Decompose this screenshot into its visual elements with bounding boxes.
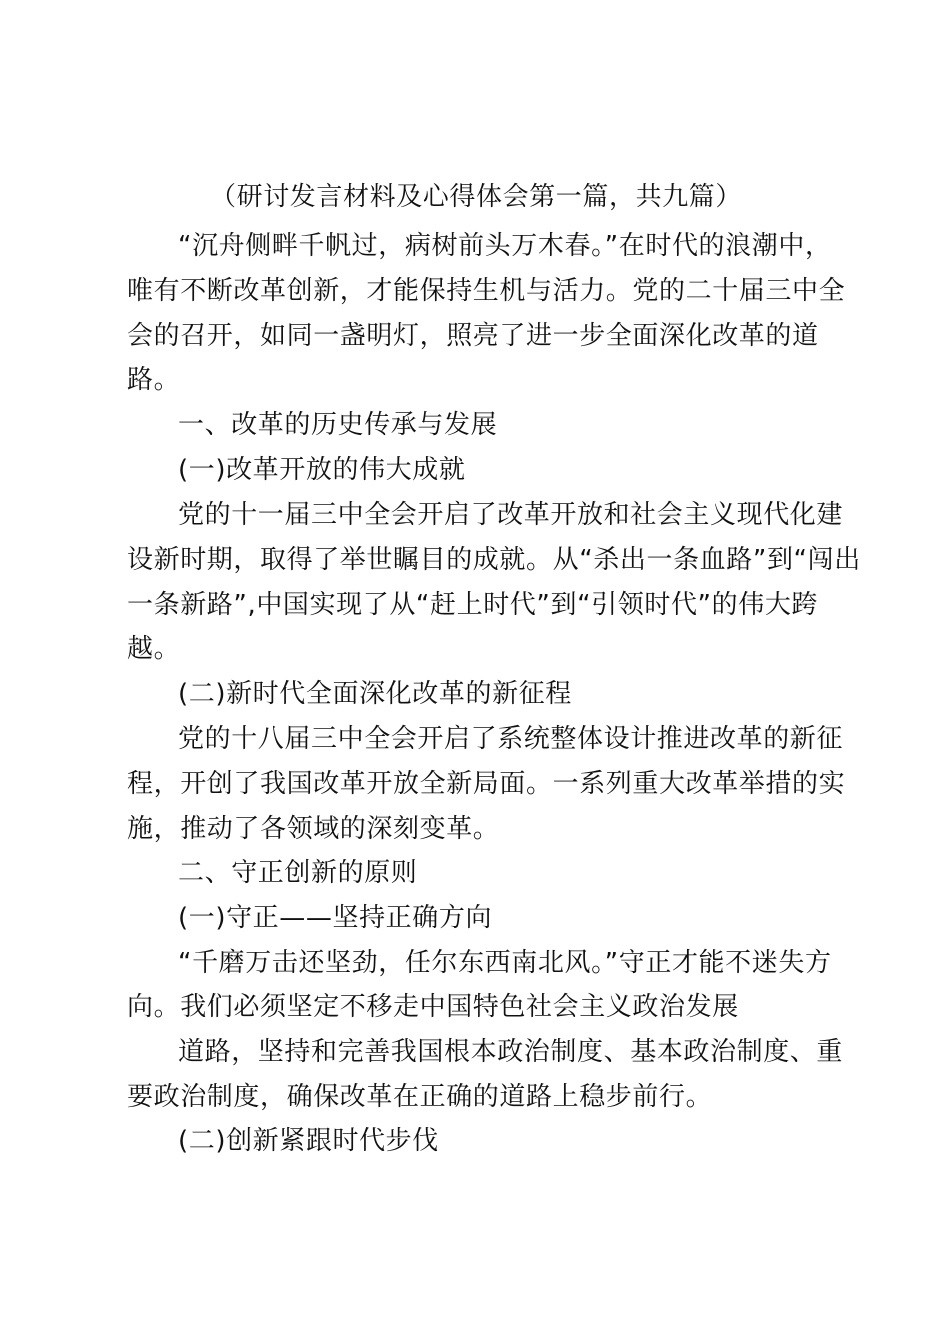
paragraph-line: 会的召开，如同一盏明灯，照亮了进一步全面深化改革的道 bbox=[127, 321, 819, 351]
paragraph-line: 程，开创了我国改革开放全新局面。一系列重大改革举措的实 bbox=[127, 769, 846, 799]
paragraph-line: 党的十一届三中全会开启了改革开放和社会主义现代化建 bbox=[178, 500, 844, 530]
paragraph-line: 唯有不断改革创新，才能保持生机与活力。党的二十届三中全 bbox=[127, 276, 846, 306]
paragraph-line: 道路，坚持和完善我国根本政治制度、基本政治制度、重 bbox=[178, 1037, 844, 1067]
paragraph-line: 要政治制度，确保改革在正确的道路上稳步前行。 bbox=[127, 1082, 713, 1112]
subsection-heading: (二)新时代全面深化改革的新征程 bbox=[178, 679, 572, 709]
paragraph-line: 施，推动了各领域的深刻变革。 bbox=[127, 814, 500, 844]
paragraph-line: “千磨万击还坚劲，任尔东西南北风。”守正才能不迷失方 bbox=[178, 948, 832, 978]
paragraph-line: 党的十八届三中全会开启了系统整体设计推进改革的新征 bbox=[178, 724, 844, 754]
section-heading: 二、守正创新的原则 bbox=[178, 858, 418, 888]
section-heading: 一、改革的历史传承与发展 bbox=[178, 410, 498, 440]
document-title: （研讨发言材料及心得体会第一篇，共九篇） bbox=[210, 182, 743, 212]
subsection-heading: (一)守正——坚持正确方向 bbox=[178, 903, 493, 933]
paragraph-line: 越。 bbox=[127, 634, 181, 664]
subsection-heading: (一)改革开放的伟大成就 bbox=[178, 455, 466, 485]
subsection-heading: (二)创新紧跟时代步伐 bbox=[178, 1126, 439, 1156]
paragraph-line: 设新时期，取得了举世瞩目的成就。从“杀出一条血路”到“闯出 bbox=[127, 545, 861, 575]
paragraph-line: 路。 bbox=[127, 365, 181, 395]
paragraph-line: “沉舟侧畔千帆过，病树前头万木春。”在时代的浪潮中， bbox=[178, 231, 832, 261]
paragraph-line: 一条新路”,中国实现了从“赶上时代”到“引领时代”的伟大跨 bbox=[127, 590, 819, 620]
paragraph-line: 向。我们必须坚定不移走中国特色社会主义政治发展 bbox=[127, 992, 739, 1022]
